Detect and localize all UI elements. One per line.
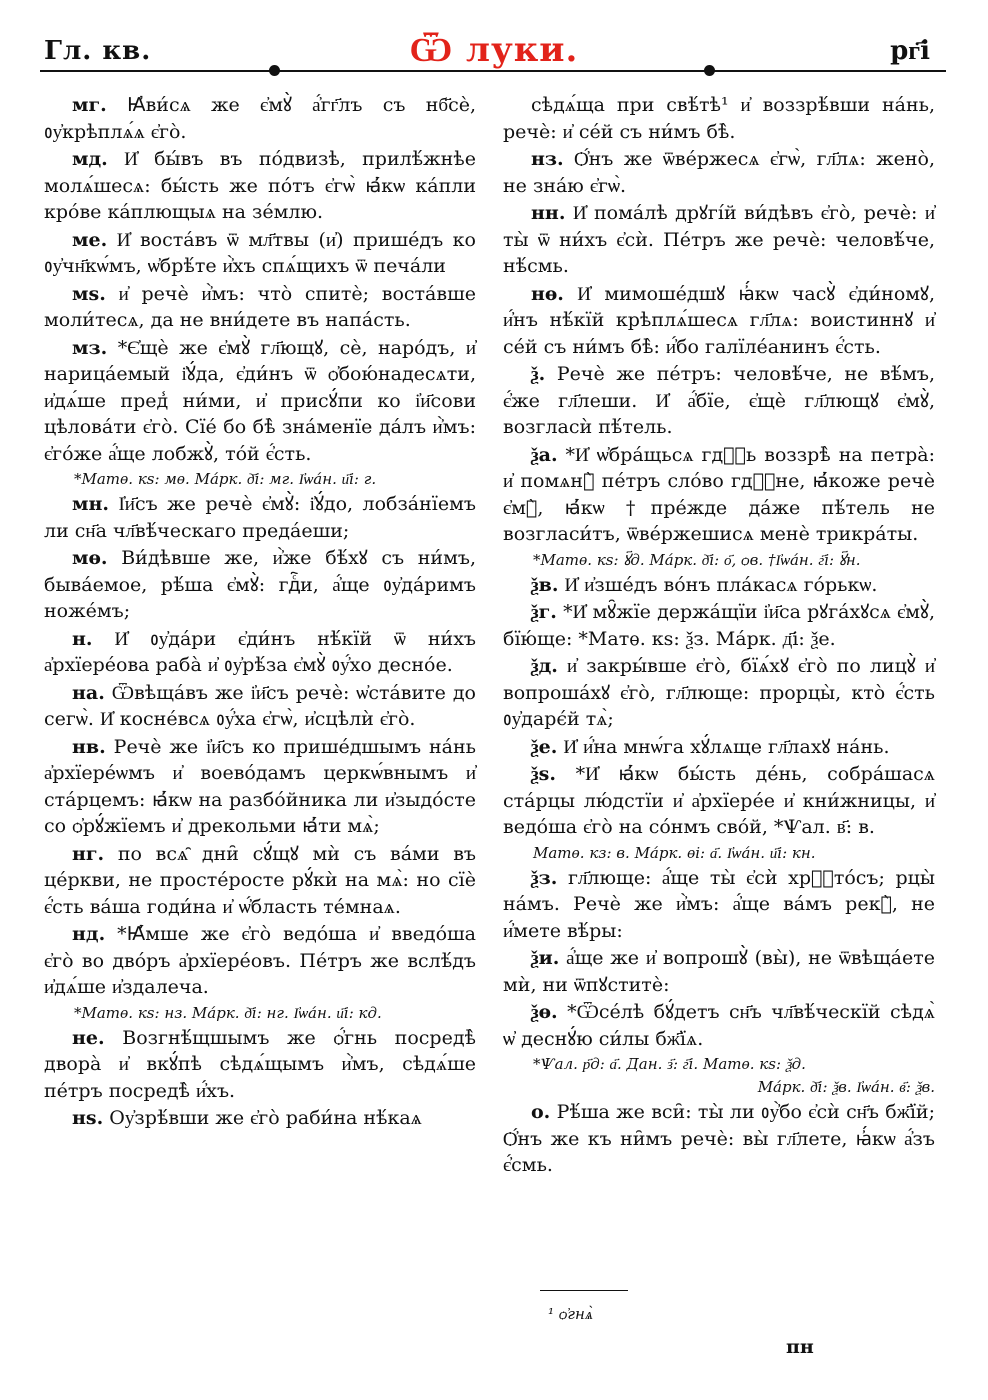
- verse-number: ѯи.: [531, 947, 560, 969]
- rule-ornament-dot: [269, 65, 280, 76]
- verse-text: а҆́ще же и҆ вопрошꙋ̀ (вы̀), не ѿвѣща́ете мѝ, ни ѿпꙋститѐ:: [503, 947, 935, 996]
- verse-text: *Є҆щѐ же є҆мꙋ̀ гл҃ющꙋ, сѐ, наро́дъ, и҆ нарица́емый і҆ꙋ́да, є҆ди́нъ ѿ ѻ҆бою́надесѧти, и҆дѧ́ше пред̾ ни́ми, и҆ присꙋ́пи ко і҆и҃сови цѣлова́ти є҆го̀. Сїе́ бо бѣ̀ зна́менїе да́лъ и҆̀мъ: є҆го́же а҆́ще лобжꙋ̀, то́й є҆́сть.: [44, 336, 476, 465]
- verse: [44, 734, 476, 840]
- verse-number: нг.: [72, 842, 105, 865]
- rule-ornament-dot: [704, 65, 715, 76]
- verse: [503, 653, 935, 733]
- verse-text: Ѿвѣща́въ же і҆и҃съ речѐ: ѡ҆ста́вите до сегѡ̀. И҆ косне́всѧ ᲂу҆́ха є҆гѡ̀, и҆сцѣлѝ є҆го̀.: [44, 681, 476, 730]
- verse-text: Речѐ же пе́тръ: человѣ́че, не вѣ́мъ, є҆́же гл҃леши. И҆ а҆́бїе, є҆щѐ гл҃лющꙋ є҆мꙋ̀, возгласѝ пѣ́тель.: [503, 363, 935, 438]
- verse: [44, 626, 476, 679]
- verse: [44, 146, 476, 226]
- cross-reference: Матѳ. кз: в. Ма́рк. ѳі: а҃. І҆ѡа́н. и҃і: кн.: [533, 843, 816, 862]
- verse: [503, 599, 935, 652]
- verse-number: не.: [72, 1026, 105, 1049]
- verse-text: *И҆ ꙗ҆́кѡ бы́сть де́нь, собра́шасѧ ста́рцы лю́дстїи и҆ а҆рхїере́е и҆ кни́жницы, и҆ ведо́ша є҆го̀ на со́нмъ сво́й, *Ѱал. в҃: в.: [503, 763, 935, 838]
- verse-number: ѯе.: [531, 735, 558, 758]
- verse-number: мѳ.: [72, 547, 108, 569]
- verse-text: И҆ воста́въ ѿ мл҃твы (и҆) прише́дъ ко ᲂу҆чн҃кѡ́мъ, ѡ҆брѣ́те и҆̀хъ спѧ́щихъ ѿ печа́ли: [44, 228, 476, 277]
- verse: [44, 92, 476, 145]
- verse-text: и҆ речѐ и҆̀мъ: что̀ спитѐ; воста́вше моли́тесѧ, да не вни́дете въ напа́сть.: [44, 282, 476, 331]
- header-rule: [40, 70, 946, 72]
- verse: [44, 680, 476, 733]
- verse: [503, 999, 935, 1052]
- verse-text: по всѧ̑ дни̑ сꙋ́щꙋ мѝ съ ва́ми въ це́ркви, не просте́росте рꙋ́кѝ на мѧ̀: но сїѐ є҆́сть ва́ша годи́на и҆ ѡ҆́бласть те́мнаѧ.: [44, 842, 476, 918]
- page-title: Ѿ луки.: [409, 30, 579, 70]
- verse-number: мѕ.: [72, 282, 106, 305]
- verse: [503, 734, 935, 761]
- verse-text: *И҆ ѡ҆бра́щьсѧ гдⷭ҇ь воззрѣ̀ на петра̀: и҆ помѧнꙋ̀ пе́тръ сло́во гдⷭ҇не, ꙗ҆́коже речѐ є҆мꙋ̀, ꙗ҆́кѡ †пре́жде да́же пѣ́тель не возгласи́тъ, ѿве́ржешисѧ менѐ трикра́ты.: [503, 443, 935, 545]
- cross-reference: *Матѳ. кѕ: ꙋ҃д. Ма́рк. д҃і: о҃, ѻв. †І҆ѡа́н. г҃і: ꙋ҃н.: [533, 550, 861, 569]
- verse-text: И҆ и҆́на мнѡ́га хꙋ́лѧще гл҃лахꙋ на́нь.: [563, 735, 890, 758]
- verse-number: ѯд.: [531, 655, 558, 677]
- verse: [44, 921, 476, 1001]
- right-column: [503, 92, 935, 1180]
- verse-number: на.: [72, 681, 105, 704]
- footnote-rule: [540, 1290, 628, 1291]
- verse: [503, 361, 935, 441]
- verse: [503, 1099, 935, 1179]
- verse-text: и҆ закры́вше є҆го̀, бїѧ́хꙋ є҆го̀ по лицꙋ̀ и҆ вопроша́хꙋ є҆го̀, гл҃люще: прорцы̀, кто̀ є҆́сть ᲂу҆дарє́й тѧ̀;: [503, 655, 935, 730]
- verse: [503, 146, 935, 199]
- verse-text: Ви́дѣвше же, и҆̀же бѣ́хꙋ съ ни́мъ, быва́емое, рѣ́ша є҆мꙋ̀: гдⷭ҇и, а҆́ще ᲂу҆да́римъ ноже́мъ;: [44, 547, 476, 622]
- verse: [503, 945, 935, 998]
- verse: [503, 281, 935, 361]
- verse: [503, 572, 935, 599]
- verse-text: Ѻ҆́нъ же ѿве́ржесѧ є҆гѡ̀, гл҃лѧ: жено̀, не зна́ю є҆гѡ̀.: [503, 148, 935, 197]
- verse-number: нѳ.: [531, 282, 564, 305]
- verse-number: нв.: [72, 735, 106, 758]
- verse-text: *Ѿсе́лѣ бꙋ́детъ сн҃ъ чл҃вѣ́ческїй сѣдѧ̀ ѡ҆ деснꙋ́ю си́лы бж҃їѧ.: [503, 1001, 935, 1050]
- verse: [503, 761, 935, 841]
- verse-number: ѯа.: [531, 443, 558, 466]
- verse: [503, 865, 935, 945]
- verse-text: І҆и҃съ же речѐ є҆мꙋ̀: і҆ꙋ́до, лобза́нїемъ ли сн҃а чл҃вѣ́ческаго преда́еши;: [44, 493, 476, 542]
- verse-number: ѯв.: [531, 573, 559, 596]
- verse-number: нд.: [72, 923, 106, 945]
- cross-reference: *Ѱал. р҃д: а҃. Дан. з҃: г҃і. Матѳ. кѕ: ѯд.: [533, 1055, 806, 1073]
- chapter-reference: Гл. кв.: [44, 36, 152, 66]
- left-column: [44, 92, 476, 1133]
- verse-text: И҆ мимоше́дшꙋ ꙗ҆́кѡ часꙋ̀ є҆ди́номꙋ, и҆́нъ нѣ́кїй крѣплѧ́шесѧ гл҃лѧ: воистиннꙋ и҆ се́й съ ни́мъ бѣ̀: и҆́бо галїле́анинъ є҆́сть.: [503, 282, 935, 358]
- cross-reference: *Матѳ. кѕ: нз. Ма́рк. д҃і: нг. І҆ѡа́н. и҃і: кд.: [74, 1003, 382, 1022]
- verse-number: ѯз.: [531, 866, 558, 889]
- verse-number: ѯѕ.: [531, 763, 556, 785]
- verse-text: *Ꙗ҆́мше же є҆го̀ ведо́ша и҆ введо́ша є҆го̀ во дво́ръ а҆рхїере́овъ. Пе́тръ же вслѣ́дъ и҆дѧ́ше и҆здалеча.: [44, 923, 476, 998]
- verse-text: И҆ ᲂу҆да́ри є҆ди́нъ нѣ́кїй ѿ ни́хъ а҆рхїере́ова раба̀ и҆ ᲂу҆рѣ́за є҆мꙋ̀ ᲂу҆́хо десно́е.: [44, 627, 477, 676]
- verse-number: мн.: [72, 493, 110, 515]
- cross-reference: Ма́рк. д҃і: ѯв. І҆ѡа́н. в҃: ѯв.: [757, 1078, 935, 1096]
- cross-reference: *Матѳ. кѕ: мѳ. Ма́рк. д҃і: мг. І҆ѡа́н. и҃і: г.: [74, 470, 377, 488]
- verse: [503, 200, 935, 280]
- catchword: пн: [786, 1336, 814, 1358]
- verse-text: И҆ пома́лѣ дрꙋгі́й ви́дѣвъ є҆го̀, речѐ: и҆ ты̀ ѿ ни́хъ є҆сѝ. Пе́тръ же речѐ: человѣ́че, нѣ́смь.: [503, 202, 935, 277]
- verse: [44, 491, 476, 544]
- verse-number: нз.: [531, 148, 564, 170]
- verse: [44, 841, 476, 921]
- verse-number: нѕ.: [72, 1107, 104, 1129]
- verse-number: мз.: [72, 336, 108, 359]
- verse-text: Речѐ же і҆и҃съ ко прише́дшымъ на́нь а҆рхїере́ѡмъ и҆ воево́дамъ церкѡ́внымъ и҆ ста́рцемъ: ꙗ҆́кѡ на разбо́йника ли и҆зыдо́сте со ѻ҆рꙋ́жїемъ и҆ дрекольми ꙗ҆́ти мѧ̀;: [44, 735, 476, 837]
- verse-number: н.: [72, 627, 93, 650]
- verse-text: Оу҆зрѣ́вши же є҆го̀ раби́на нѣ́каѧ: [109, 1107, 422, 1129]
- verse-text: Возгнѣ́щшымъ же ѻ҆́гнь посредѣ̀ двора̀ и҆ вкꙋ́пѣ сѣдѧ́щымъ и҆̀мъ, сѣдѧ́ше пе́тръ посредѣ̀ и҆́хъ.: [44, 1026, 476, 1102]
- verse: [44, 1025, 476, 1105]
- verse-text: И҆ и҆зше́дъ во́нъ пла́касѧ го́рькѡ.: [564, 573, 878, 596]
- verse-number: мд.: [72, 148, 108, 170]
- verse-text: И҆ бы́въ въ по́двизѣ, прилѣ́жнѣе молѧ́шесѧ: бы́сть же по́тъ є҆гѡ̀ ꙗ҆́кѡ ка́пли кро́ве ка́плющыѧ на зе́млю.: [44, 148, 476, 223]
- page-number: рг҃і: [890, 36, 930, 66]
- page-header: [0, 0, 988, 84]
- verse-text: сѣдѧ́ща при свѣ́тѣ¹ и҆ воззрѣ́вши на́нь, речѐ: и҆ се́й съ ни́мъ бѣ̀.: [503, 94, 935, 143]
- verse-number: ме.: [72, 228, 108, 251]
- verse: [503, 442, 935, 548]
- verse: [503, 92, 935, 145]
- verse-number: ѯг.: [531, 601, 557, 623]
- verse-text: гл҃люще: а҆́ще ты̀ є҆сѝ хрⷭ҇то́съ; рцы̀ на́мъ. Речѐ же и҆̀мъ: а҆́ще ва́мъ рекꙋ̀, не и҆́мете вѣ́ры:: [503, 866, 935, 942]
- verse: [44, 335, 476, 468]
- verse: [44, 227, 476, 280]
- verse-number: ѯ.: [531, 363, 546, 385]
- verse: [44, 281, 476, 334]
- verse: [44, 1105, 476, 1132]
- verse-number: о.: [531, 1101, 551, 1123]
- verse-number: нн.: [531, 202, 566, 224]
- verse-number: мг.: [72, 94, 107, 116]
- verse-text: Ꙗ҆ви́сѧ же є҆мꙋ̀ а҆́гг҃лъ съ нб҃сѐ, ᲂу҆крѣплѧ́ѧ є҆го̀.: [44, 94, 476, 143]
- verse-text: *И҆ мꙋ̑жїе держа́щїи і҆и҃са рꙋга́хꙋсѧ є҆мꙋ̀, бїю́ще: *Матѳ. кѕ: ѯз. Ма́рк. д҃і: ѯе.: [503, 601, 935, 650]
- verse-number: ѯѳ.: [531, 1001, 558, 1023]
- verse-text: Рѣ́ша же вси̑: ты̀ ли ᲂу҆̀бо є҆сѝ сн҃ъ бж҃їй; Ѻ҆́нъ же къ ни̑мъ речѐ: вы̀ гл҃лете, ꙗ҆́кѡ а҆́зъ є҆́смь.: [503, 1101, 935, 1176]
- verse: [44, 545, 476, 625]
- footnote: ¹ ѻ҆гнѧ̀: [548, 1305, 594, 1323]
